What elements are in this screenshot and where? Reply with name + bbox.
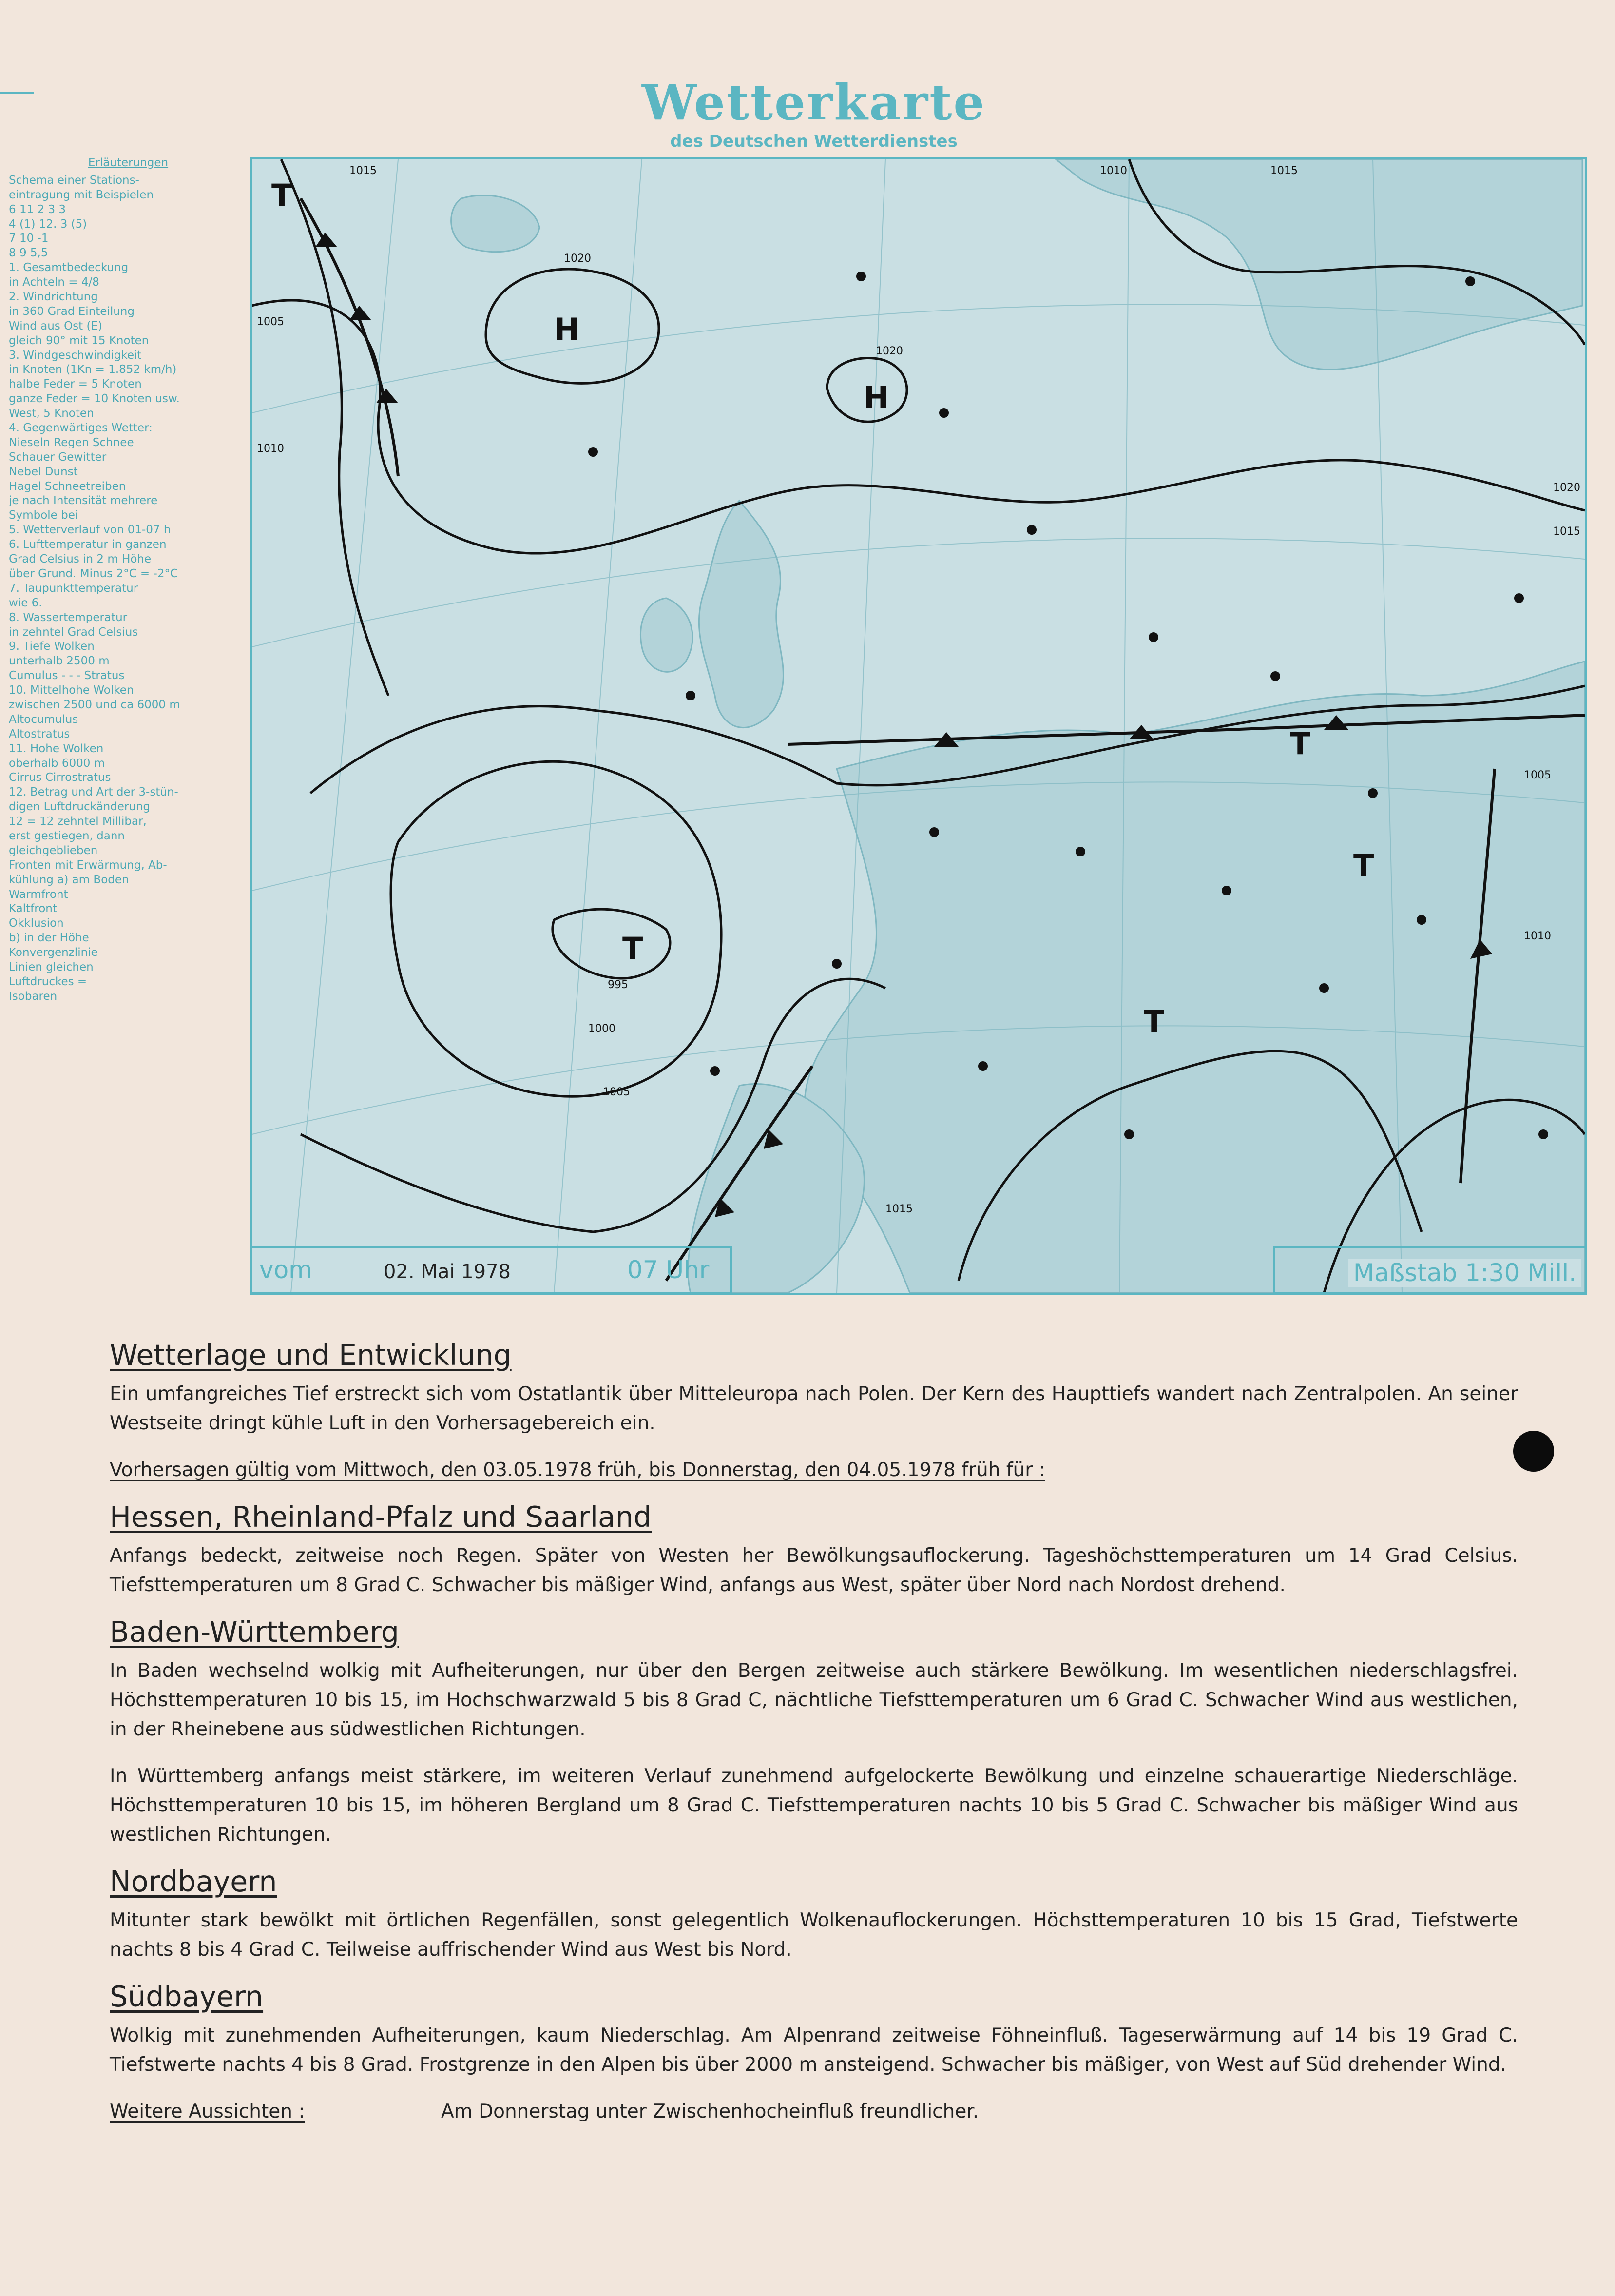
land-ireland [640, 598, 692, 672]
region-heading: Hessen, Rheinland-Pfalz und Saarland [110, 1500, 652, 1534]
land-iceland [451, 195, 539, 252]
legend-line: Hagel Schneetreiben [9, 480, 126, 493]
region-paragraph: Wolkig mit zunehmenden Aufheiterungen, kaum Niederschlag. Am Alpenrand zeitweise Föhneinfluß. Tageserwärmung auf 14 bis 19 Grad C. Tiefstwerte nachts 4 bis 8 Grad. Frostgrenze in den Alpen bis über 2000 m ansteigend. Schwacher bis mäßiger, von West auf Süd drehender Wind. [110, 2024, 1518, 2076]
legend-lines [9, 174, 248, 1004]
land-scandinavia [1056, 159, 1582, 370]
legend-line: 11. Hohe Wolken [9, 742, 104, 755]
situation-heading: Wetterlage und Entwicklung [110, 1339, 512, 1372]
legend-line: 3. Windgeschwindigkeit [9, 349, 142, 362]
legend-line: Cirrus Cirrostratus [9, 771, 111, 784]
legend-line: in Achteln = 4/8 [9, 276, 99, 289]
region-paragraph: In Baden wechselnd wolkig mit Aufheiterungen, nur über den Bergen zeitweise auch stärkere Bewölkung. Im wesentlichen niederschlagsfrei. Höchsttemperaturen 10 bis 15, im Hochschwarzwald 5 bis 8 Grad C, nächtliche Tiefsttemperaturen um 6 Grad C. Schwacher Wind aus westlichen, in der Rheinebene aus südwestlichen Richtungen. [110, 1660, 1518, 1740]
region-heading: Südbayern [110, 1980, 264, 2013]
isobar-label-13: 1010 [1524, 930, 1551, 942]
legend-line: Konvergenzlinie [9, 946, 98, 959]
isobar-label-14: 1015 [1553, 525, 1580, 538]
region-paragraph: Mitunter stark bewölkt mit örtlichen Regenfällen, sonst gelegentlich Wolkenauflockerungen. Höchsttemperaturen 10 bis 15 Grad, Tiefstwerte nachts 8 bis 4 Grad C. Teilweise auffrischender Wind aus West bis Nord. [110, 1909, 1518, 1961]
regions [110, 1502, 1518, 2080]
isobar-label-12: 1005 [603, 1086, 630, 1098]
legend-line: Okklusion [9, 917, 64, 930]
isobar-label-15: 1020 [1553, 482, 1580, 494]
legend-line: 6 11 2 3 3 [9, 203, 66, 216]
region-heading: Baden-Württemberg [110, 1615, 399, 1649]
legend-line: Warmfront [9, 888, 68, 901]
outlook-body: Am Donnerstag unter Zwischenhocheinfluß freundlicher. [441, 2101, 979, 2122]
high-center-2: H [864, 380, 889, 415]
legend-line: in Knoten (1Kn = 1.852 km/h) [9, 363, 177, 376]
situation-body: Ein umfangreiches Tief erstreckt sich vom Ostatlantik über Mitteleuropa nach Polen. Der Kern des Haupttiefs wandert nach Zentralpolen. An seiner Westseite dringt kühle Luft in den Vorhersagebereich ein. [110, 1383, 1518, 1434]
legend-line: Linien gleichen [9, 960, 94, 973]
legend-line: in 360 Grad Einteilung [9, 305, 135, 318]
cold-front [301, 198, 398, 476]
isobar-label-7: 1005 [257, 316, 284, 328]
date-prefix: vom [259, 1256, 312, 1284]
legend-line: 9. Tiefe Wolken [9, 640, 95, 653]
map-date: 02. Mai 1978 [384, 1261, 511, 1283]
legend-line: Grad Celsius in 2 m Höhe [9, 553, 152, 566]
low-center-1: T [271, 177, 292, 213]
isobar-low-2 [391, 761, 721, 1096]
legend-line: Altostratus [9, 727, 70, 740]
weather-map [250, 157, 1587, 1295]
isobar-label-9: 1000 [588, 1023, 615, 1035]
isobar-low-1 [553, 909, 670, 978]
legend-line: 5. Wetterverlauf von 01-07 h [9, 524, 171, 537]
legend-line: 10. Mittelhohe Wolken [9, 684, 134, 697]
isobar-label-1: 1020 [564, 253, 591, 265]
isobar-label-6: 1010 [1100, 165, 1127, 177]
region-heading: Nordbayern [110, 1865, 277, 1898]
isobar-label-4: 1015 [1270, 165, 1298, 177]
low-center-4: T [1353, 848, 1374, 883]
legend-line: Nieseln Regen Schnee [9, 436, 134, 449]
legend-line: halbe Feder = 5 Knoten [9, 378, 142, 391]
legend [9, 156, 248, 1311]
legend-line: 4 (1) 12. 3 (5) [9, 217, 87, 231]
legend-line: Luftdruckes = [9, 975, 87, 988]
land-britain [699, 501, 783, 728]
forecast-validity: Vorhersagen gültig vom Mittwoch, den 03.05.1978 früh, bis Donnerstag, den 04.05.1978 früh für : [110, 1459, 1045, 1481]
forecast-text [110, 1341, 1518, 2126]
legend-line: in zehntel Grad Celsius [9, 625, 138, 639]
legend-line: oberhalb 6000 m [9, 757, 105, 770]
legend-line: wie 6. [9, 596, 42, 609]
legend-line: kühlung a) am Boden [9, 873, 129, 886]
legend-line: ganze Feder = 10 Knoten usw. [9, 392, 180, 406]
legend-line: Nebel Dunst [9, 465, 78, 478]
legend-line: 2. Windrichtung [9, 291, 98, 304]
legend-line: je nach Intensität mehrere [9, 494, 158, 507]
region-paragraph: Anfangs bedeckt, zeitweise noch Regen. Später von Westen her Bewölkungsauflockerung. Tageshöchsttemperaturen um 14 Grad Celsius. Tiefsttemperaturen um 8 Grad C. Schwacher bis mäßiger Wind, anfangs aus West, später über Nord nach Nordost drehend. [110, 1545, 1518, 1596]
land-continent [805, 662, 1585, 1293]
legend-line: 8. Wassertemperatur [9, 611, 128, 624]
isobar-label-10: 995 [608, 979, 628, 991]
legend-line: zwischen 2500 und ca 6000 m [9, 698, 180, 711]
legend-line: Kaltfront [9, 902, 57, 915]
legend-line: 1. Gesamtbedeckung [9, 261, 129, 274]
legend-line: 8 9 5,5 [9, 247, 48, 260]
legend-line: Schema einer Stations- [9, 174, 139, 187]
legend-line: Symbole bei [9, 509, 78, 522]
isobar-label-5: 1010 [257, 443, 284, 455]
isobar-label-2: 1020 [876, 345, 903, 357]
legend-line: Isobaren [9, 990, 58, 1003]
legend-line: erst gestiegen, dann [9, 829, 125, 842]
legend-line: 6. Lufttemperatur in ganzen [9, 538, 167, 551]
outlook-row [110, 2097, 1518, 2126]
legend-line: gleich 90° mit 15 Knoten [9, 334, 149, 347]
low-center-3: T [1290, 726, 1311, 761]
isobar-label-11: 1015 [885, 1203, 913, 1215]
legend-line: 4. Gegenwärtiges Wetter: [9, 422, 153, 435]
low-center-5: T [1144, 1004, 1165, 1039]
legend-line: unterhalb 2500 m [9, 655, 110, 668]
legend-line: 12 = 12 zehntel Millibar, [9, 815, 147, 828]
low-center-2: T [622, 931, 643, 966]
map-time: 07 Uhr [627, 1256, 710, 1284]
map-scale: Maßstab 1:30 Mill. [1348, 1259, 1581, 1287]
legend-line: 12. Betrag und Art der 3-stün- [9, 786, 178, 799]
legend-heading: Erläuterungen [88, 156, 169, 169]
legend-line: gleichgeblieben [9, 844, 98, 857]
legend-line: über Grund. Minus 2°C = -2°C [9, 567, 178, 580]
high-center-1: H [554, 311, 579, 347]
legend-line: 7 10 -1 [9, 232, 49, 245]
legend-line: eintragung mit Beispielen [9, 188, 154, 201]
page-subtitle: des Deutschen Wetterdienstes [670, 132, 958, 151]
legend-line: Altocumulus [9, 713, 78, 726]
isobar-label-3: 1015 [349, 165, 377, 177]
legend-line: Schauer Gewitter [9, 450, 107, 464]
legend-line: Cumulus - - - Stratus [9, 669, 125, 682]
outlook-heading: Weitere Aussichten : [110, 2101, 305, 2122]
land-areas [451, 159, 1585, 1293]
legend-line: Wind aus Ost (E) [9, 319, 102, 332]
map-drawing [252, 159, 1585, 1293]
region-paragraph: In Württemberg anfangs meist stärkere, im weiteren Verlauf zunehmend aufgelockerte Bewölkung und einzelne schauerartige Niederschläge. Höchsttemperaturen 10 bis 15, im höheren Bergland um 8 Grad C. Tiefsttemperaturen nachts 10 bis 5 Grad C. Schwacher bis mäßiger Wind aus westlichen Richtungen. [110, 1765, 1518, 1846]
punch-hole-bottom [1513, 1431, 1554, 1472]
legend-line: b) in der Höhe [9, 932, 89, 945]
legend-line: 7. Taupunkttemperatur [9, 582, 138, 595]
legend-line: Fronten mit Erwärmung, Ab- [9, 858, 167, 872]
isobar-label-8: 1005 [1524, 769, 1551, 781]
page-title: Wetterkarte [641, 74, 986, 131]
legend-line: digen Luftdruckänderung [9, 800, 151, 814]
edge-mark [0, 92, 34, 94]
legend-line: West, 5 Knoten [9, 407, 94, 420]
